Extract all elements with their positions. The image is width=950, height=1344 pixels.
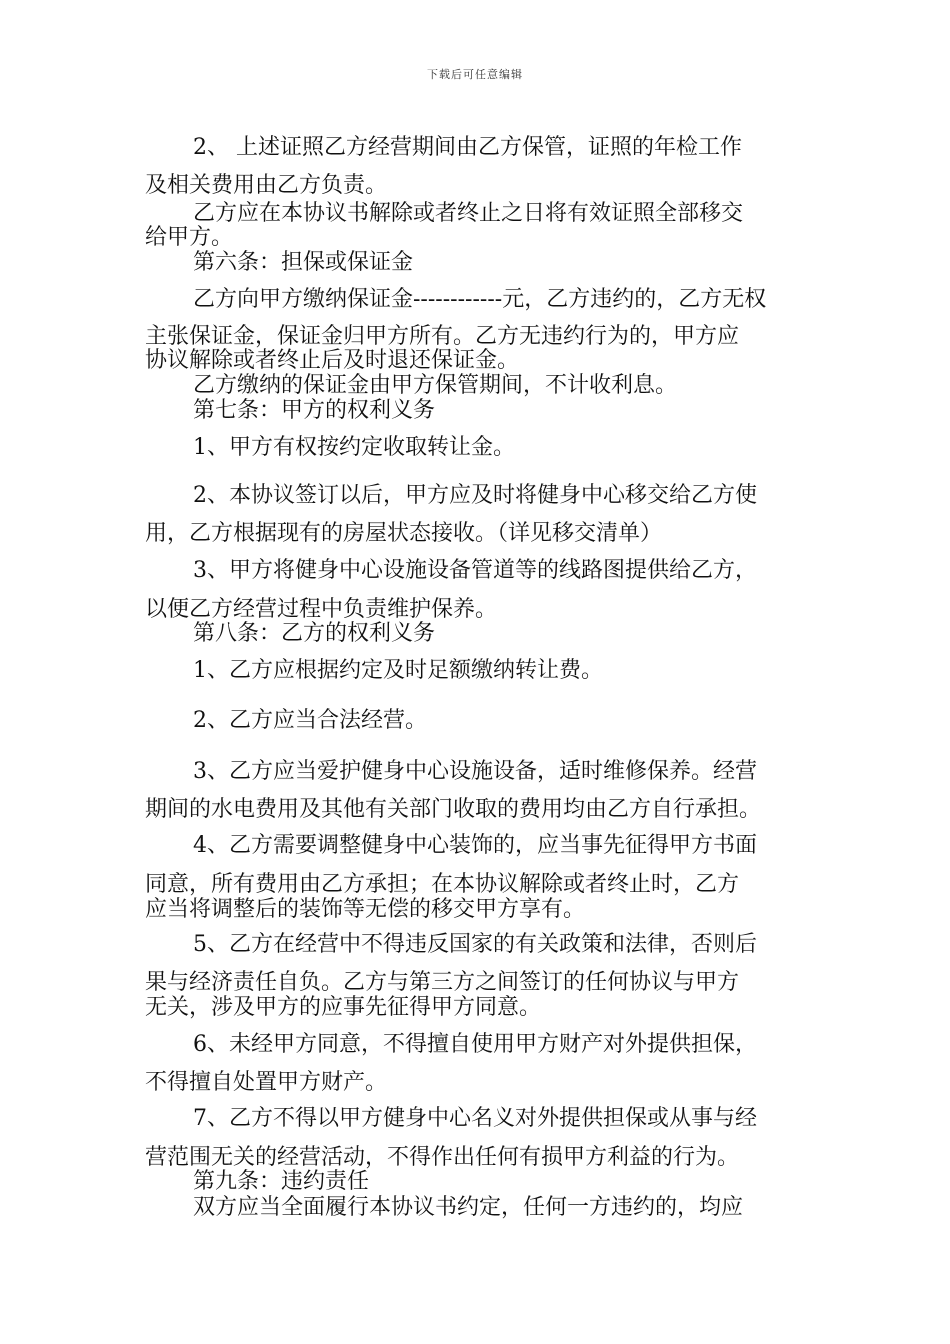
paragraph-line: 1、乙方应根据约定及时足额缴纳转让费。 [193, 658, 603, 683]
paragraph-line: 7、乙方不得以甲方健身中心名义对外提供担保或从事与经 [193, 1106, 757, 1131]
paragraph-line: 2、 上述证照乙方经营期间由乙方保管，证照的年检工作 [193, 135, 742, 160]
section-heading: 第九条：违约责任 [193, 1169, 370, 1194]
paragraph-line: 乙方缴纳的保证金由甲方保管期间，不计收利息。 [193, 373, 678, 398]
section-heading: 第七条：甲方的权利义务 [193, 398, 436, 423]
paragraph-line: 3、甲方将健身中心设施设备管道等的线路图提供给乙方， [193, 558, 757, 583]
paragraph-line: 4、乙方需要调整健身中心装饰的，应当事先征得甲方书面 [193, 833, 757, 858]
paragraph-line: 果与经济责任自负。乙方与第三方之间签订的任何协议与甲方 [145, 970, 740, 995]
paragraph-line: 给甲方。 [145, 225, 234, 250]
paragraph-line: 协议解除或者终止后及时退还保证金。 [145, 348, 520, 373]
paragraph-line: 应当将调整后的装饰等无偿的移交甲方享有。 [145, 897, 586, 922]
page-header: 下载后可任意编辑 [427, 68, 523, 81]
paragraph-line: 以便乙方经营过程中负责维护保养。 [145, 597, 498, 622]
section-heading: 第六条：担保或保证金 [193, 250, 414, 275]
paragraph-line: 及相关费用由乙方负责。 [145, 173, 388, 198]
paragraph-line: 2、乙方应当合法经营。 [193, 708, 427, 733]
paragraph-line: 用，乙方根据现有的房屋状态接收。（详见移交清单） [145, 521, 663, 546]
paragraph-line: 不得擅自处置甲方财产。 [145, 1070, 388, 1095]
paragraph-line: 6、未经甲方同意，不得擅自使用甲方财产对外提供担保， [193, 1032, 757, 1057]
paragraph-line: 同意，所有费用由乙方承担；在本协议解除或者终止时，乙方 [145, 872, 740, 897]
paragraph-line: 乙方应在本协议书解除或者终止之日将有效证照全部移交 [193, 201, 744, 226]
paragraph-line: 无关，涉及甲方的应事先征得甲方同意。 [145, 995, 542, 1020]
paragraph-line: 营范围无关的经营活动，不得作出任何有损甲方利益的行为。 [145, 1145, 740, 1170]
paragraph-line: 5、乙方在经营中不得违反国家的有关政策和法律，否则后 [193, 932, 757, 957]
paragraph-line: 期间的水电费用及其他有关部门收取的费用均由乙方自行承担。 [145, 797, 762, 822]
paragraph-line: 乙方向甲方缴纳保证金------------元，乙方违约的，乙方无权 [193, 287, 767, 312]
paragraph-line: 双方应当全面履行本协议书约定，任何一方违约的，均应 [193, 1195, 744, 1220]
section-heading: 第八条：乙方的权利义务 [193, 621, 436, 646]
paragraph-line: 3、乙方应当爱护健身中心设施设备，适时维修保养。经营 [193, 759, 757, 784]
paragraph-line: 主张保证金，保证金归甲方所有。乙方无违约行为的，甲方应 [145, 324, 740, 349]
paragraph-line: 1、甲方有权按约定收取转让金。 [193, 435, 515, 460]
paragraph-line: 2、本协议签订以后，甲方应及时将健身中心移交给乙方使 [193, 483, 757, 508]
